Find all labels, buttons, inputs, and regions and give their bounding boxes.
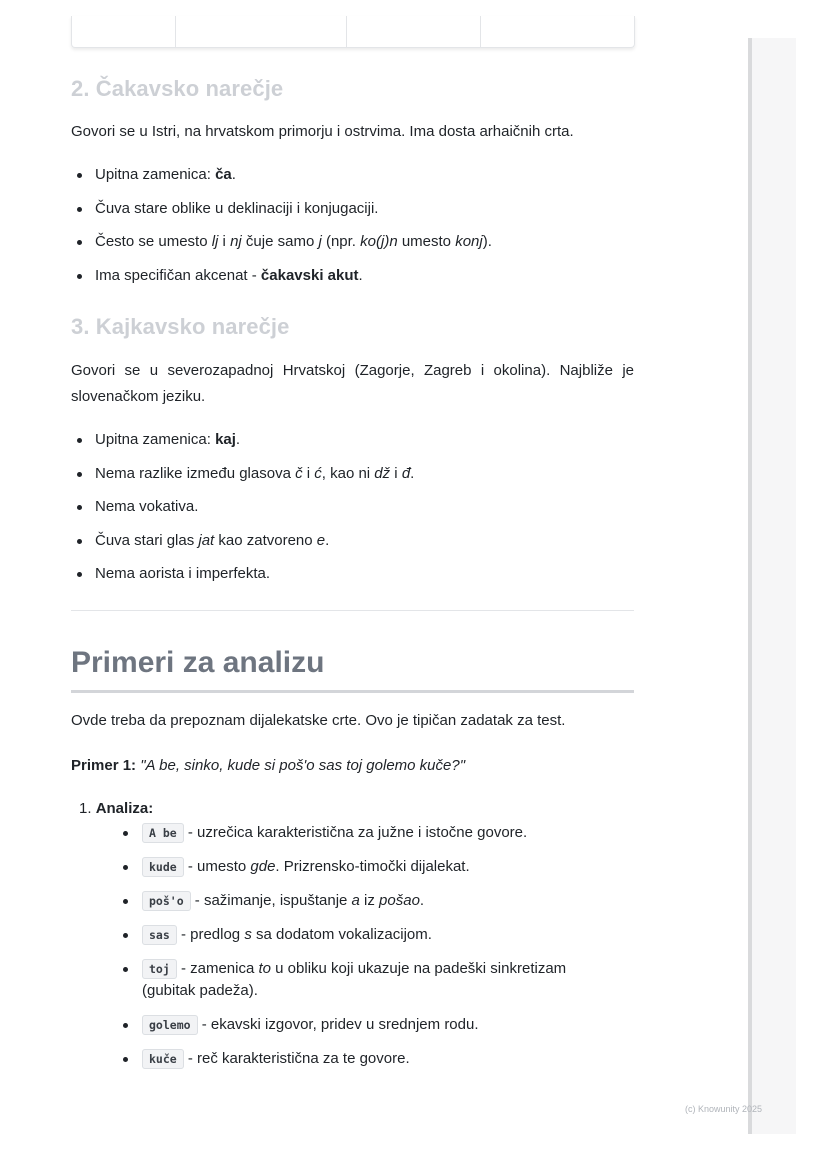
analysis-list xyxy=(120,822,590,1082)
list-item: Upitna zamenica: kaj. xyxy=(71,430,634,450)
list-item: kuče - reč karakteristična za te govore. xyxy=(120,1048,590,1070)
list-item: Čuva stari glas jat kao zatvoreno e. xyxy=(71,531,634,551)
table-bottom-edge xyxy=(71,16,635,48)
list-item: golemo - ekavski izgovor, pridev u srednjem rodu. xyxy=(120,1014,590,1036)
heading-underline xyxy=(71,690,634,693)
list-item: Nema razlike između glasova č i ć, kao ni dž i đ. xyxy=(71,464,634,484)
primer-1: Primer 1: "A be, sinko, kude si poš'o sas toj golemo kuče?" xyxy=(71,757,466,774)
list-item: A be - uzrečica karakteristična za južne i istočne govore. xyxy=(120,822,590,844)
cakavsko-intro: Govori se u Istri, na hrvatskom primorju i ostrvima. Ima dosta arhaičnih crta. xyxy=(71,123,574,140)
primeri-intro: Ovde treba da prepoznam dijalekatske crte. Ovo je tipičan zadatak za test. xyxy=(71,712,566,729)
kajkavsko-intro: Govori se u severozapadnoj Hrvatskoj (Zagorje, Zagreb i okolina). Najbliže je slovenačkom jeziku. xyxy=(71,362,634,405)
section-heading-cakavsko: 2. Čakavsko narečje xyxy=(71,76,284,101)
section-divider xyxy=(71,610,634,611)
list-item: sas - predlog s sa dodatom vokalizacijom. xyxy=(120,924,590,946)
list-item: Često se umesto lj i nj čuje samo j (npr. ko(j)n umesto konj). xyxy=(71,232,634,252)
list-item: toj - zamenica to u obliku koji ukazuje na padeški sinkretizam (gubitak padeža). xyxy=(120,958,590,1002)
list-item: Nema vokativa. xyxy=(71,497,634,517)
kajkavsko-list xyxy=(71,430,634,598)
ordered-list-item: 1. Analiza: xyxy=(79,800,154,817)
list-item: Nema aorista i imperfekta. xyxy=(71,564,634,584)
section-heading-kajkavsko: 3. Kajkavsko narečje xyxy=(71,314,290,339)
list-item: Ima specifičan akcenat - čakavski akut. xyxy=(71,266,634,286)
copyright-footer: (c) Knowunity 2025 xyxy=(685,1104,763,1114)
list-item: poš'o - sažimanje, ispuštanje a iz pošao. xyxy=(120,890,590,912)
list-item: kude - umesto gde. Prizrensko-timočki dijalekat. xyxy=(120,856,590,878)
list-item: Upitna zamenica: ča. xyxy=(71,165,634,185)
page-heading-primeri: Primeri za analizu xyxy=(71,646,325,679)
page-edge-rail xyxy=(748,38,796,1134)
cakavsko-list xyxy=(71,165,634,299)
list-item: Čuva stare oblike u deklinaciji i konjugaciji. xyxy=(71,199,634,219)
